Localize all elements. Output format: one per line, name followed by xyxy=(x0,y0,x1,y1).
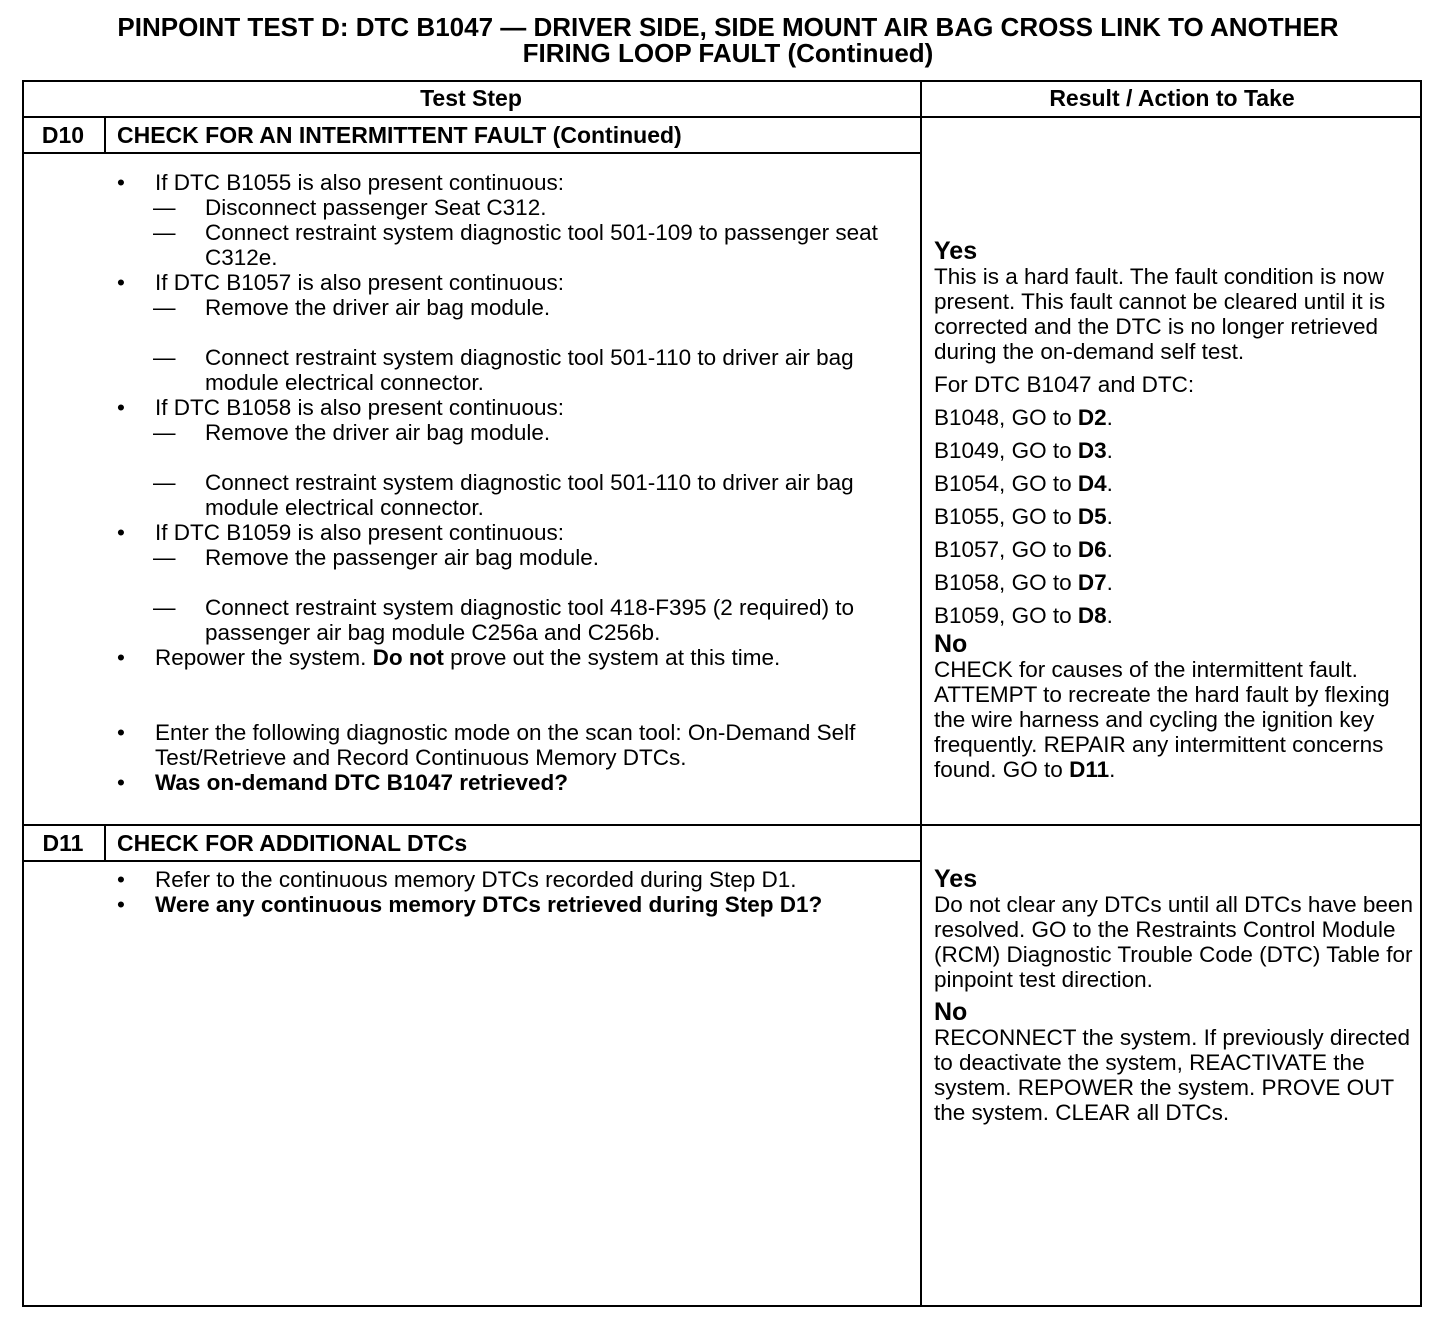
list-item: — Remove the driver air bag module. xyxy=(110,420,910,445)
list-text: prove out the system at this time. xyxy=(443,645,781,670)
list-item: — Connect restraint system diagnostic tool 418-F395 (2 required) to passenger air bag module C256a and C256b. xyxy=(110,595,965,645)
list-item: — Connect restraint system diagnostic tool 501-110 to driver air bag module electrical connector. xyxy=(110,470,910,520)
page-title xyxy=(0,14,1456,66)
step-id-d10: D10 xyxy=(41,122,85,148)
list-item: • If DTC B1058 is also present continuous: xyxy=(110,395,910,420)
list-item: • If DTC B1057 is also present continuous: xyxy=(110,270,910,295)
d11-result xyxy=(934,865,1420,1125)
step-title-d10: CHECK FOR AN INTERMITTENT FAULT (Continued) xyxy=(117,122,682,148)
list-item xyxy=(110,645,910,670)
no-text: RECONNECT the system. If previously directed to deactivate the system, REACTIVATE the system. REPOWER the system. PROVE OUT the system. CLEAR all DTCs. xyxy=(934,1025,1410,1125)
no-text: CHECK for causes of the intermittent fault. ATTEMPT to recreate the hard fault by flexing the wire harness and cycling the ignition key frequently. REPAIR any intermittent concerns found. GO to D11. xyxy=(934,657,1390,782)
list-item: — Disconnect passenger Seat C312. xyxy=(110,195,910,220)
goto-item: B1049, GO to D3. xyxy=(934,438,1113,463)
no-label: No xyxy=(934,630,968,658)
yes-text: This is a hard fault. The fault condition is now present. This fault cannot be cleared until it is corrected and the DTC is no longer retrieved during the on-demand self test. xyxy=(934,264,1386,364)
no-label: No xyxy=(934,998,968,1026)
list-item: • If DTC B1059 is also present continuous: xyxy=(110,520,910,545)
list-emphasis: Do not xyxy=(372,645,444,670)
step-id-d11: D11 xyxy=(42,830,84,856)
list-item xyxy=(110,770,910,795)
list-item: — Remove the passenger air bag module. xyxy=(110,545,910,570)
list-item: • If DTC B1055 is also present continuous: xyxy=(110,170,910,195)
list-item: • Enter the following diagnostic mode on the scan tool: On-Demand Self Test/Retrieve and Record Continuous Memory DTCs. xyxy=(110,720,935,770)
goto-item: B1058, GO to D7. xyxy=(934,570,1113,595)
yes-label: Yes xyxy=(934,237,978,265)
yes-text: Do not clear any DTCs until all DTCs have been resolved. GO to the Restraints Control Module (RCM) Diagnostic Trouble Code (DTC) Table for pinpoint test direction. xyxy=(934,892,1413,992)
d10-result xyxy=(934,237,1420,782)
goto-item: B1059, GO to D8. xyxy=(934,603,1113,628)
list-text: Repower the system. xyxy=(155,645,373,670)
d10-id-divider xyxy=(104,116,106,154)
list-item: — Connect restraint system diagnostic tool 501-109 to passenger seat C312e. xyxy=(110,220,925,270)
header-divider xyxy=(22,116,1422,118)
list-item: — Remove the driver air bag module. xyxy=(110,295,910,320)
goto-item: B1055, GO to D5. xyxy=(934,504,1113,529)
header-test-step: Test Step xyxy=(420,85,522,111)
yes-label: Yes xyxy=(934,865,978,893)
goto-item: B1048, GO to D2. xyxy=(934,405,1113,430)
d10-instructions xyxy=(110,170,910,795)
header-result: Result / Action to Take xyxy=(1049,85,1295,111)
list-question: Were any continuous memory DTCs retrieved during Step D1? xyxy=(155,892,823,917)
d11-id-divider xyxy=(104,824,106,862)
for-dtc-text: For DTC B1047 and DTC: xyxy=(934,372,1195,397)
list-item: — Connect restraint system diagnostic tool 501-110 to driver air bag module electrical connector. xyxy=(110,345,910,395)
step-separator xyxy=(22,824,1422,826)
goto-item: B1057, GO to D6. xyxy=(934,537,1113,562)
list-item xyxy=(110,892,895,917)
list-question: Was on-demand DTC B1047 retrieved? xyxy=(155,770,569,795)
title-line-2: FIRING LOOP FAULT (Continued) xyxy=(522,38,934,68)
title-line-1: PINPOINT TEST D: DTC B1047 — DRIVER SIDE, SIDE MOUNT AIR BAG CROSS LINK TO ANOTHER xyxy=(117,12,1339,42)
d11-instructions xyxy=(110,867,910,917)
list-item: • Refer to the continuous memory DTCs recorded during Step D1. xyxy=(110,867,910,892)
d11-title-divider xyxy=(22,860,922,862)
goto-item: B1054, GO to D4. xyxy=(934,471,1113,496)
d10-title-divider xyxy=(22,152,922,154)
step-title-d11: CHECK FOR ADDITIONAL DTCs xyxy=(117,830,468,856)
